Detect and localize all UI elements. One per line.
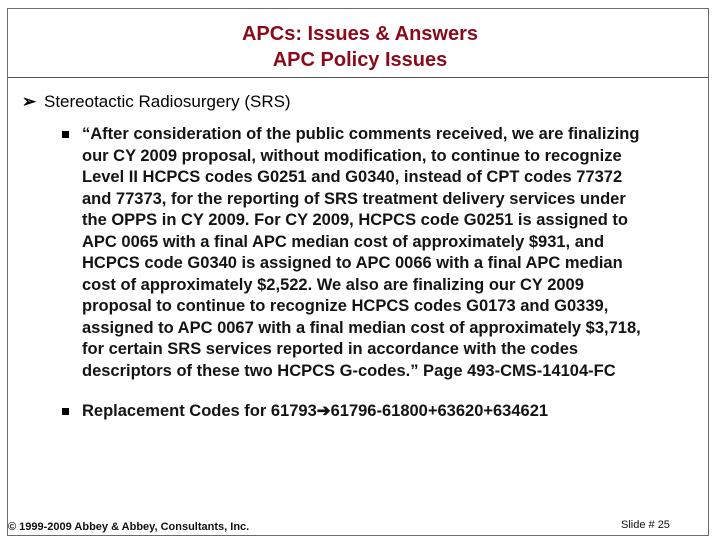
quote-line: proposal to continue to recognize HCPCS codes G0173 and G0339, [82,297,609,315]
quote-line: APC 0065 with a final APC median cost of approximately $931, and [82,232,605,251]
quote-line: the OPPS in CY 2009. For CY 2009, HCPCS code G0251 is assigned to [82,211,628,229]
quote-line: cost of approximately $2,522. We also are finalizing our CY 2009 [82,275,584,294]
quote-line: our CY 2009 proposal, without modification, to continue to recognize [82,146,622,165]
square-bullet-icon [62,408,69,415]
arrow-bullet-icon: ➢ [22,92,37,111]
square-bullet-icon [62,131,69,138]
quote-line: assigned to APC 0067 with a final median cost of approximately $3,718, [82,318,641,337]
replacement-codes [82,401,548,421]
quote-line: “After consideration of the public comments received, we are finalizing [82,125,640,143]
replacement-prefix: Replacement Codes for 61793 [82,402,317,420]
main-bullet-text: Stereotactic Radiosurgery (SRS) [44,92,291,111]
right-arrow-icon: ➔ [316,402,331,420]
replacement-suffix: 61796-61800+63620+634621 [330,402,549,420]
footer-copyright: © 1999-2009 Abbey & Abbey, Consultants, Inc. [8,521,250,533]
quote-line: Level II HCPCS codes G0251 and G0340, instead of CPT codes 77372 [82,168,623,186]
slide-subtitle: APC Policy Issues [272,49,448,71]
slide-number: Slide # 25 [621,519,670,531]
quote-paragraph [82,124,704,382]
title-divider [8,77,708,78]
quote-line: HCPCS code G0340 is assigned to APC 0066 with a final APC median [82,254,623,272]
quote-line: descriptors of these two HCPCS G-codes.” Page 493-CMS-14104-FC [82,361,616,380]
slide-title: APCs: Issues & Answers [241,23,478,45]
quote-line: and 77373, for the reporting of SRS treatment delivery services under [82,189,626,208]
quote-line: for certain SRS services reported in accordance with the codes [82,340,579,358]
main-bullet [22,92,291,112]
